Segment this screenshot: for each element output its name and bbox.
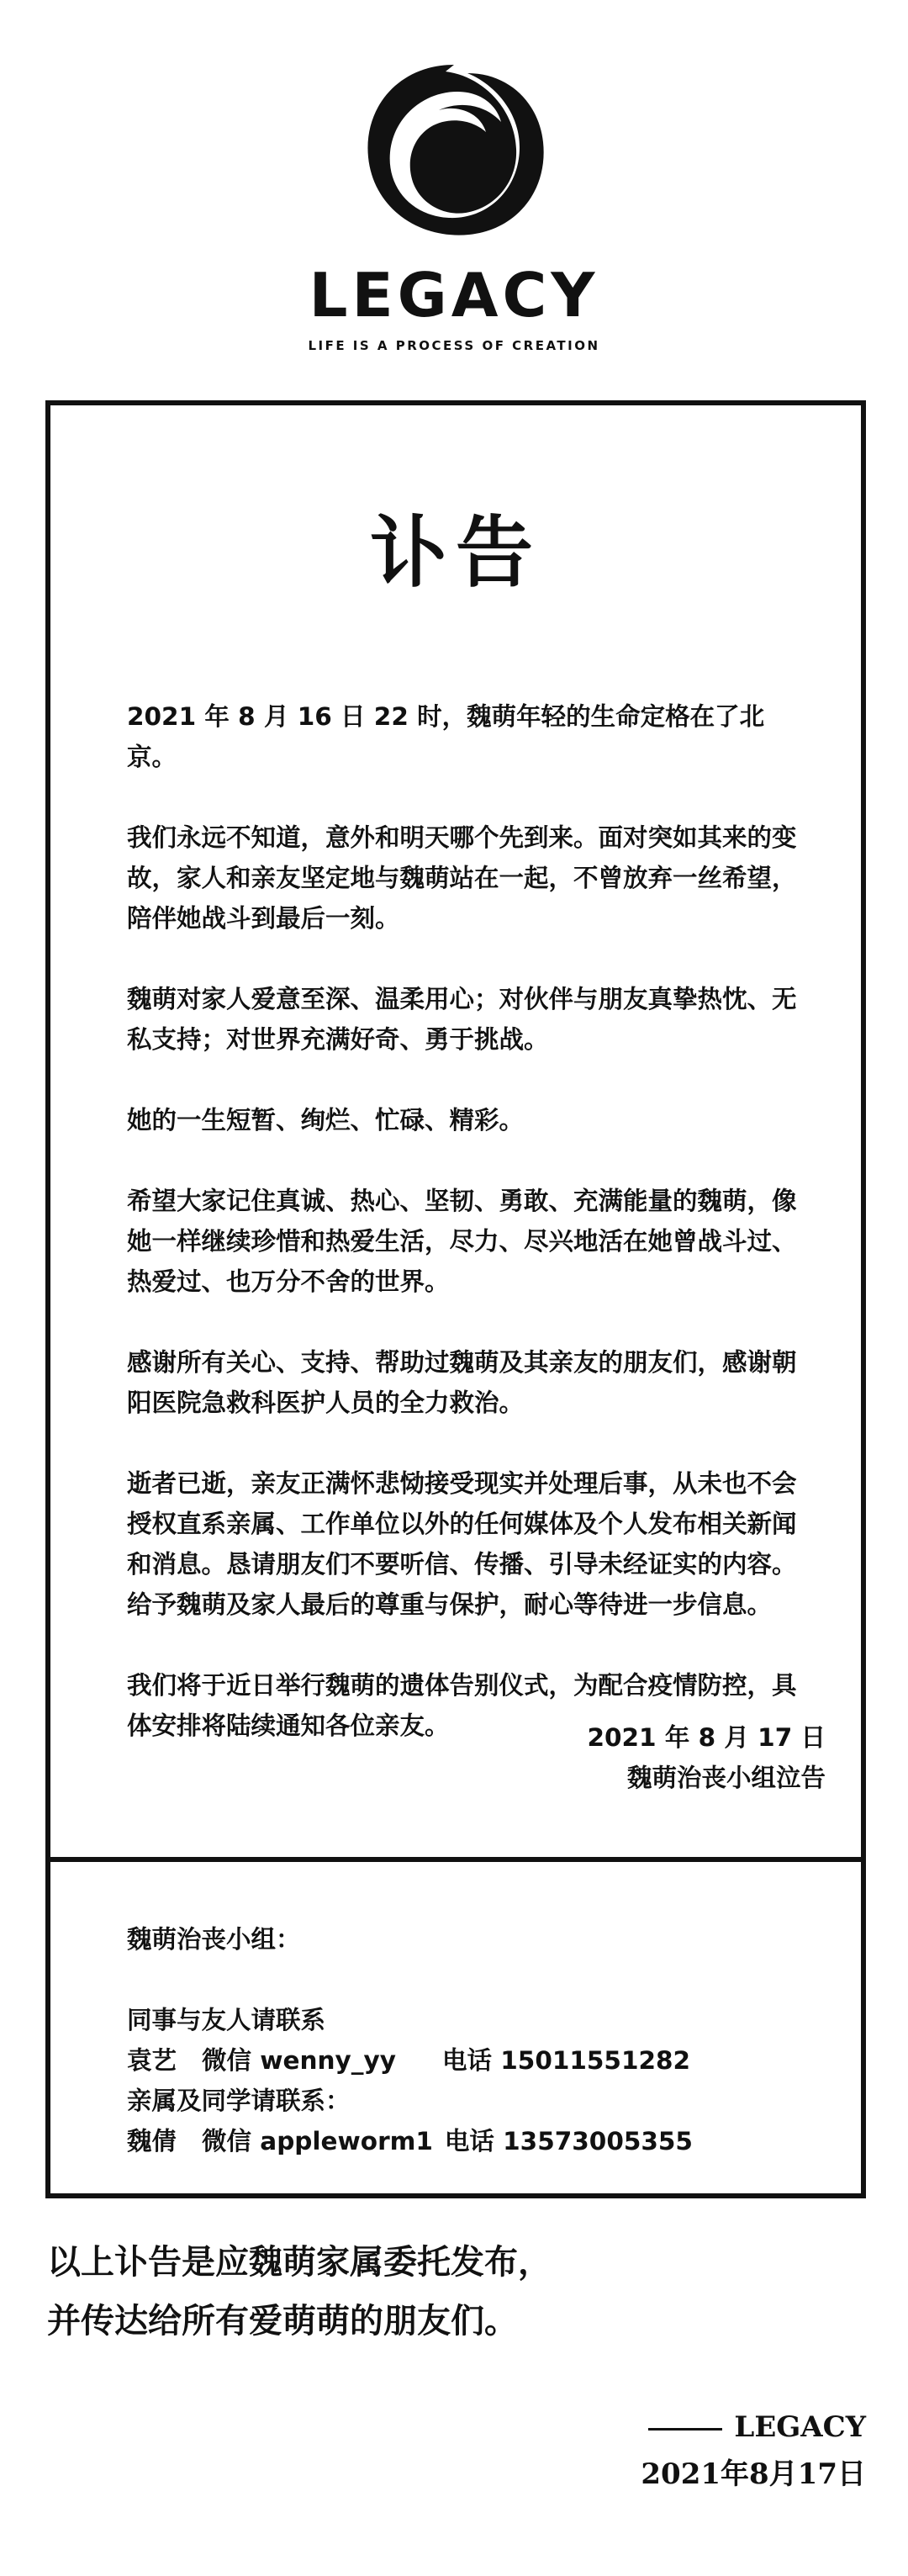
notice-paragraph: 感谢所有关心、支持、帮助过魏萌及其亲友的朋友们，感谢朝阳医院急救科医护人员的全力救治。 [127,1348,797,1417]
dash-divider [648,2428,722,2431]
notice-paragraph: 我们将于近日举行魏萌的遗体告别仪式，为配合疫情防控，具体安排将陆续通知各位亲友。 [127,1671,797,1740]
legacy-logo-icon [353,55,555,248]
contact-section [127,1919,816,2161]
obituary-notice [45,400,866,2198]
notice-date: 2021 年 8 月 17 日 [587,1723,826,1752]
footer-date: 2021年8月17日 [641,2457,866,2491]
family-contact-label: 亲属及同学请联系： [127,2087,351,2115]
notice-paragraph: 我们永远不知道，意外和明天哪个先到来。面对突如其来的变故，家人和亲友坚定地与魏萌站在一起，不曾放弃一丝希望，陪伴她战斗到最后一刻。 [127,823,797,933]
footer-brand: LEGACY [734,2410,866,2444]
notice-paragraph: 希望大家记住真诚、热心、坚韧、勇敢、充满能量的魏萌，像她一样继续珍惜和热爱生活，尽力、尽兴地活在她曾战斗过、热爱过、也万分不舍的世界。 [127,1187,797,1296]
notice-title: 讣告 [369,508,541,598]
contact-name: 魏倩 [127,2127,177,2155]
contact-wechat: 微信 appleworm1 [202,2127,433,2155]
section-divider [50,1857,861,1862]
notice-signature-block [521,1717,859,1798]
notice-paragraph: 2021 年 8 月 16 日 22 时，魏萌年轻的生命定格在了北京。 [127,702,765,771]
brand-tagline: LIFE IS A PROCESS OF CREATION [308,338,600,353]
contact-phone: 电话 15011551282 [442,2046,691,2075]
contact-name: 袁艺 [127,2046,177,2075]
footer-signature [538,2404,866,2498]
contact-heading: 魏萌治丧小组： [127,1925,301,1954]
notice-paragraph: 她的一生短暂、绚烂、忙碌、精彩。 [127,1106,525,1135]
notice-paragraph: 逝者已逝，亲友正满怀悲恸接受现实并处理后事，从未也不会授权直系亲属、工作单位以外的任何媒体及个人发布相关新闻和消息。恳请朋友们不要听信、传播、引导未经证实的内容。给予魏萌及家人最后的尊重与保护，耐心等待进一步信息。 [127,1469,797,1619]
contact-wechat: 微信 wenny_yy [202,2046,396,2075]
brand-name: LEGACY [309,260,599,331]
notice-paragraph: 魏萌对家人爱意至深、温柔用心；对伙伴与朋友真挚热忱、无私支持；对世界充满好奇、勇于挑战。 [127,985,797,1054]
colleague-contact-row [127,2040,816,2081]
colleagues-contact-label: 同事与友人请联系 [127,2006,326,2034]
footer-note [47,2233,871,2351]
family-contact-row [127,2121,816,2161]
contact-phone: 电话 13573005355 [444,2127,693,2155]
footer-note-line: 以上讣告是应魏萌家属委托发布， [47,2242,552,2282]
notice-signature: 魏萌治丧小组泣告 [626,1764,826,1792]
footer-note-line: 并传达给所有爱萌萌的朋友们。 [47,2301,518,2341]
notice-body [127,696,808,1786]
header [0,0,908,395]
